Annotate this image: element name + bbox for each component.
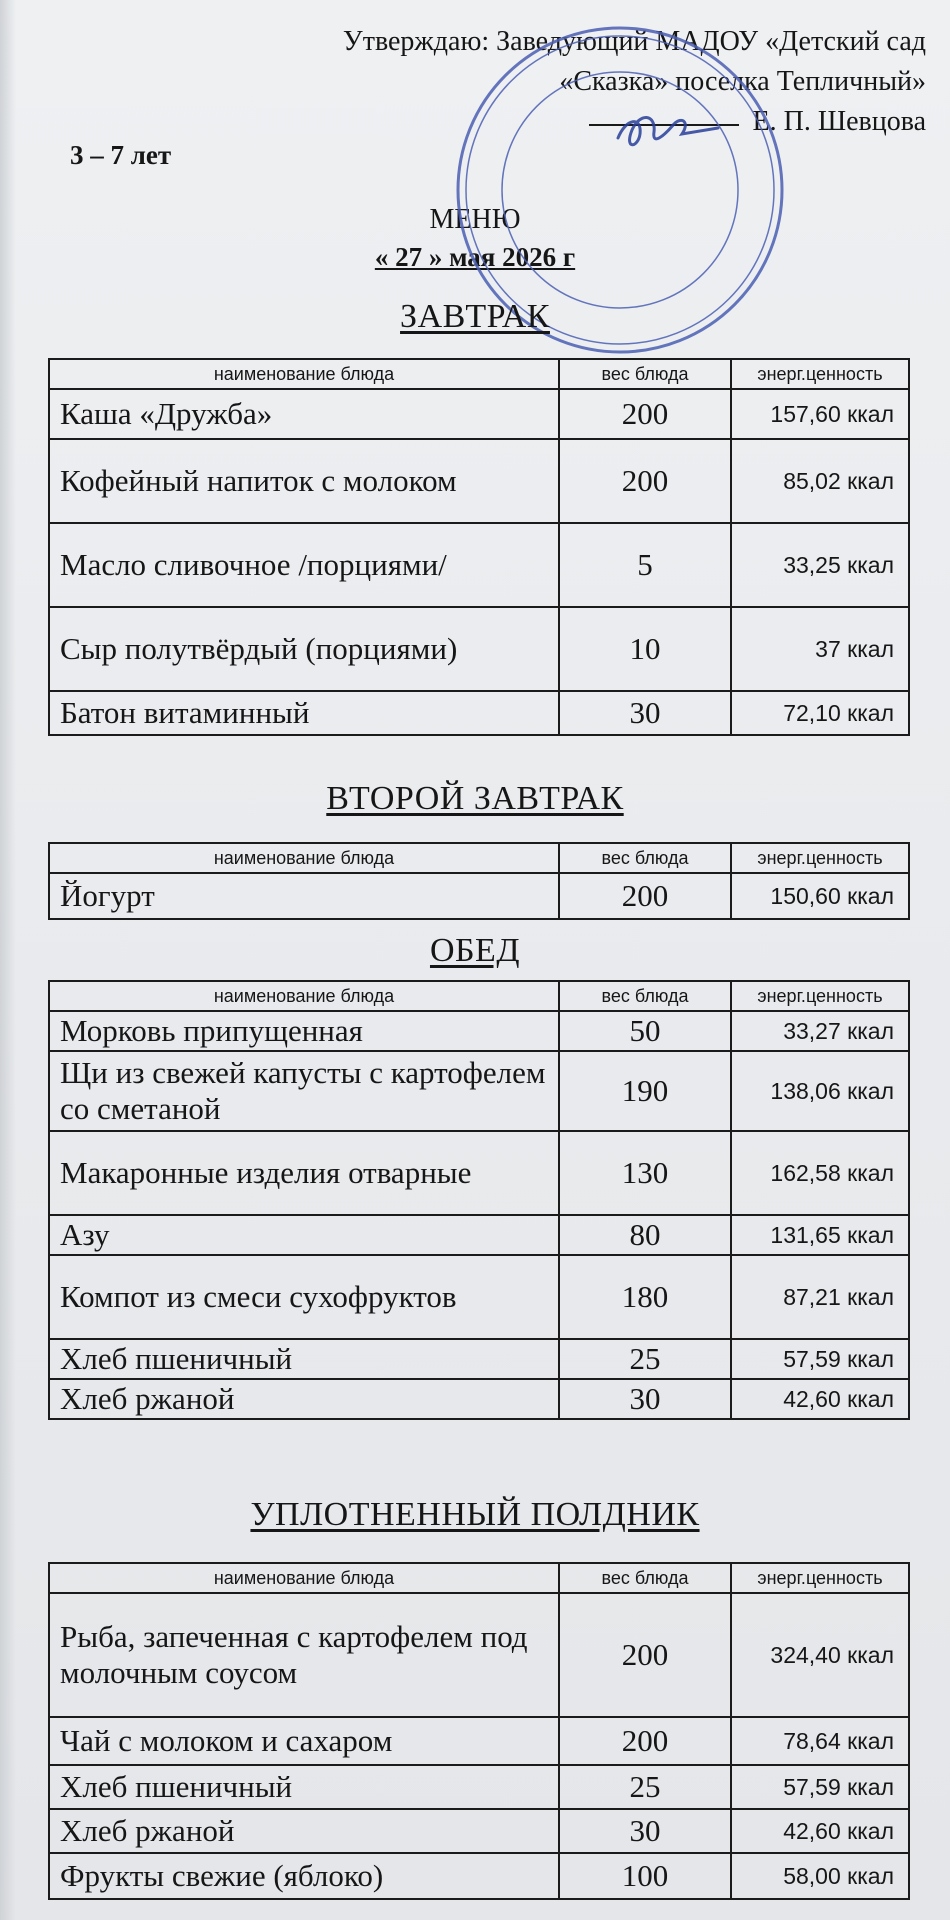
- dish-name: Азу: [49, 1215, 559, 1255]
- menu-title: МЕНЮ: [429, 204, 521, 235]
- column-header-energy: энерг.ценность: [731, 843, 909, 873]
- dish-weight: 25: [559, 1765, 731, 1809]
- table-row: [49, 1255, 909, 1339]
- meal-heading: УПЛОТНЕННЫЙ ПОЛДНИК: [250, 1496, 700, 1533]
- table-row: [49, 439, 909, 523]
- dish-name: Чай с молоком и сахаром: [49, 1717, 559, 1765]
- approval-block: [206, 22, 926, 142]
- meal-heading: ВТОРОЙ ЗАВТРАК: [326, 780, 624, 817]
- dish-energy: 150,60 ккал: [731, 873, 909, 919]
- dish-name: Батон витаминный: [49, 691, 559, 735]
- table-row: [49, 389, 909, 439]
- dish-name: Йогурт: [49, 873, 559, 919]
- meal-heading: ЗАВТРАК: [400, 298, 550, 335]
- dish-weight: 200: [559, 1717, 731, 1765]
- dish-energy: 72,10 ккал: [731, 691, 909, 735]
- table-row: [49, 1131, 909, 1215]
- dish-name: Масло сливочное /порциями/: [49, 523, 559, 607]
- dish-name: Хлеб пшеничный: [49, 1765, 559, 1809]
- dish-weight: 100: [559, 1853, 731, 1899]
- dish-name: Хлеб ржаной: [49, 1809, 559, 1853]
- dish-name: Каша «Дружба»: [49, 389, 559, 439]
- table-row: [49, 1011, 909, 1051]
- table-header-row: [49, 843, 909, 873]
- age-group: 3 – 7 лет: [70, 140, 172, 170]
- table-header-row: [49, 1563, 909, 1593]
- dish-name: Рыба, запеченная с картофелем под молочным соусом: [49, 1593, 559, 1717]
- dish-energy: 162,58 ккал: [731, 1131, 909, 1215]
- dish-weight: 30: [559, 691, 731, 735]
- dish-weight: 10: [559, 607, 731, 691]
- table-header-row: [49, 981, 909, 1011]
- table-row: [49, 1765, 909, 1809]
- dish-energy: 42,60 ккал: [731, 1379, 909, 1419]
- dish-energy: 131,65 ккал: [731, 1215, 909, 1255]
- dish-weight: 130: [559, 1131, 731, 1215]
- dish-weight: 30: [559, 1809, 731, 1853]
- dish-energy: 33,25 ккал: [731, 523, 909, 607]
- column-header-energy: энерг.ценность: [731, 981, 909, 1011]
- dish-weight: 190: [559, 1051, 731, 1131]
- dish-energy: 58,00 ккал: [731, 1853, 909, 1899]
- meal-table: [48, 980, 910, 1420]
- dish-name: Компот из смеси сухофруктов: [49, 1255, 559, 1339]
- dish-weight: 200: [559, 389, 731, 439]
- dish-name: Макаронные изделия отварные: [49, 1131, 559, 1215]
- dish-energy: 87,21 ккал: [731, 1255, 909, 1339]
- approval-line-2: «Сказка» поселка Тепличный»: [559, 66, 926, 97]
- dish-energy: 33,27 ккал: [731, 1011, 909, 1051]
- dish-energy: 78,64 ккал: [731, 1717, 909, 1765]
- signature-blank: [589, 124, 739, 126]
- table-row: [49, 523, 909, 607]
- column-header-weight: вес блюда: [559, 981, 731, 1011]
- column-header-name: наименование блюда: [49, 843, 559, 873]
- dish-energy: 138,06 ккал: [731, 1051, 909, 1131]
- table-row: [49, 1717, 909, 1765]
- table-row: [49, 691, 909, 735]
- dish-name: Щи из свежей капусты с картофелем со сметаной: [49, 1051, 559, 1131]
- dish-weight: 180: [559, 1255, 731, 1339]
- meal-table: [48, 1562, 910, 1900]
- signatory-name: Е. П. Шевцова: [752, 106, 926, 137]
- table-row: [49, 1379, 909, 1419]
- table-row: [49, 607, 909, 691]
- dish-energy: 57,59 ккал: [731, 1765, 909, 1809]
- dish-weight: 200: [559, 1593, 731, 1717]
- column-header-weight: вес блюда: [559, 1563, 731, 1593]
- dish-name: Кофейный напиток с молоком: [49, 439, 559, 523]
- table-row: [49, 1339, 909, 1379]
- column-header-energy: энерг.ценность: [731, 1563, 909, 1593]
- table-header-row: [49, 359, 909, 389]
- table-row: [49, 1809, 909, 1853]
- dish-energy: 57,59 ккал: [731, 1339, 909, 1379]
- table-row: [49, 1215, 909, 1255]
- table-row: [49, 873, 909, 919]
- table-row: [49, 1051, 909, 1131]
- column-header-name: наименование блюда: [49, 1563, 559, 1593]
- column-header-weight: вес блюда: [559, 359, 731, 389]
- dish-weight: 200: [559, 873, 731, 919]
- dish-energy: 37 ккал: [731, 607, 909, 691]
- table-row: [49, 1593, 909, 1717]
- dish-energy: 157,60 ккал: [731, 389, 909, 439]
- menu-date: [0, 240, 950, 274]
- menu-date-text: « 27 » мая 2026 г: [374, 242, 576, 272]
- dish-energy: 42,60 ккал: [731, 1809, 909, 1853]
- dish-weight: 200: [559, 439, 731, 523]
- dish-weight: 80: [559, 1215, 731, 1255]
- dish-name: Фрукты свежие (яблоко): [49, 1853, 559, 1899]
- dish-energy: 85,02 ккал: [731, 439, 909, 523]
- table-row: [49, 1853, 909, 1899]
- dish-energy: 324,40 ккал: [731, 1593, 909, 1717]
- dish-weight: 50: [559, 1011, 731, 1051]
- signature-line: [206, 102, 926, 142]
- column-header-weight: вес блюда: [559, 843, 731, 873]
- column-header-name: наименование блюда: [49, 981, 559, 1011]
- column-header-name: наименование блюда: [49, 359, 559, 389]
- meal-heading: ОБЕД: [429, 932, 521, 969]
- meal-table: [48, 842, 910, 920]
- dish-name: Хлеб ржаной: [49, 1379, 559, 1419]
- dish-name: Сыр полутвёрдый (порциями): [49, 607, 559, 691]
- approval-line-1: Утверждаю: Заведующий МАДОУ «Детский сад: [342, 26, 926, 57]
- dish-weight: 30: [559, 1379, 731, 1419]
- dish-name: Морковь припущенная: [49, 1011, 559, 1051]
- column-header-energy: энерг.ценность: [731, 359, 909, 389]
- dish-weight: 5: [559, 523, 731, 607]
- dish-name: Хлеб пшеничный: [49, 1339, 559, 1379]
- meal-table: [48, 358, 910, 736]
- dish-weight: 25: [559, 1339, 731, 1379]
